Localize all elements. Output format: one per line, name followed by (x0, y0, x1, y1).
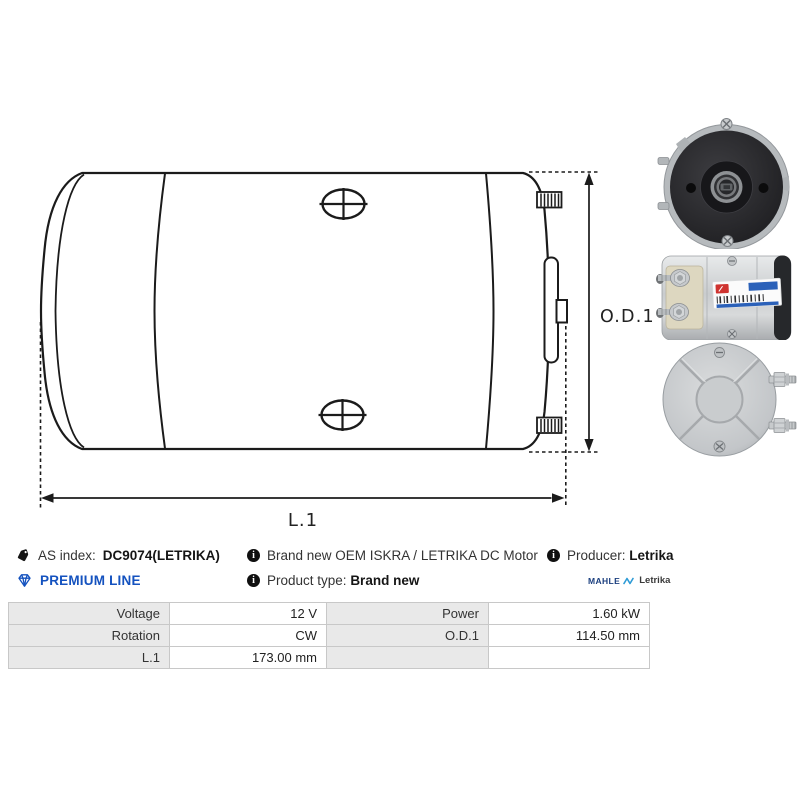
as-index-label: AS index: (38, 548, 96, 563)
spec-l1-label: L.1 (9, 647, 170, 669)
bearing-boss (701, 161, 753, 213)
description-text: Brand new OEM ISKRA / LETRIKA DC Motor (267, 548, 538, 563)
cap-screw-top (715, 348, 725, 358)
housing-screw-bottom (728, 330, 737, 339)
info-icon: i (247, 549, 260, 562)
terminal-stud-lower (769, 419, 796, 433)
mounting-hole-right (759, 183, 769, 193)
producer-value: Letrika (629, 548, 674, 563)
terminal-stud-top (537, 192, 562, 208)
premium-line-row (16, 572, 141, 589)
info-icon: i (547, 549, 560, 562)
spec-power-value: 1.60 kW (489, 603, 650, 625)
product-type-label: Product type: (267, 573, 347, 588)
product-label (712, 278, 781, 309)
spec-empty-label (327, 647, 489, 669)
product-type-row (247, 572, 419, 589)
table-row (9, 603, 650, 625)
motor-body-outline (41, 173, 549, 449)
mounting-screw-top (721, 119, 732, 130)
side-stud-upper (658, 158, 669, 165)
table-row (9, 625, 650, 647)
mahle-letrika-logo (588, 572, 670, 589)
housing-screw-top (728, 257, 737, 266)
diamond-icon (16, 573, 33, 588)
spec-od1-value: 114.50 mm (489, 625, 650, 647)
od1-label: O.D.1 (600, 307, 655, 327)
specs-table (8, 602, 650, 669)
letrika-wordmark: Letrika (639, 575, 671, 586)
wave-icon (623, 576, 636, 586)
spec-l1-value: 173.00 mm (170, 647, 327, 669)
producer-row (547, 547, 674, 564)
spec-voltage-value: 12 V (170, 603, 327, 625)
product-type-value: Brand new (350, 573, 420, 588)
spec-rotation-label: Rotation (9, 625, 170, 647)
mahle-wordmark: MAHLE (588, 575, 621, 586)
as-logo (715, 284, 728, 294)
spec-voltage-label: Voltage (9, 603, 170, 625)
tag-icon (16, 548, 31, 563)
spec-empty-value (489, 647, 650, 669)
spec-power-label: Power (327, 603, 489, 625)
mounting-hole-left (686, 183, 696, 193)
side-stud-lower (658, 203, 669, 210)
as-index-row (16, 547, 220, 564)
product-photo-front-view[interactable] (653, 95, 800, 257)
terminal-stud-bottom (537, 418, 562, 434)
spec-od1-label: O.D.1 (327, 625, 489, 647)
table-row (9, 647, 650, 669)
premium-line-label: PREMIUM LINE (40, 573, 141, 588)
description-row (247, 547, 538, 564)
info-icon: i (247, 574, 260, 587)
cap-screw-bottom (714, 441, 725, 452)
l1-label: L.1 (287, 510, 319, 531)
product-photo-back-view[interactable] (653, 340, 800, 462)
spec-rotation-value: CW (170, 625, 327, 647)
mounting-screw-bottom (722, 236, 733, 247)
product-photo-side-view[interactable] (653, 249, 800, 347)
as-index-value: DC9074(LETRIKA) (102, 548, 220, 563)
producer-label: Producer: (567, 548, 626, 563)
technical-drawing (0, 160, 660, 560)
shaft-tip (557, 300, 568, 323)
